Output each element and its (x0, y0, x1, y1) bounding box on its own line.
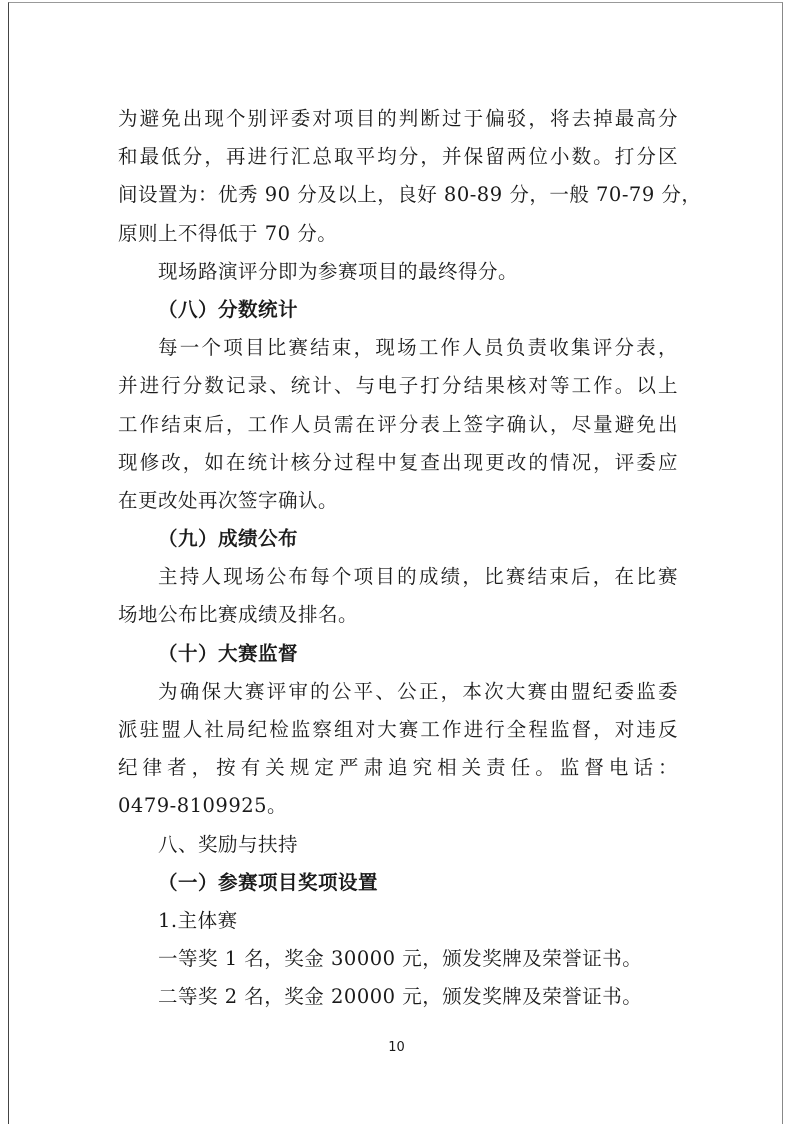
text-line: 派驻盟人社局纪检监察组对大赛工作进行全程监督，对违反 (118, 718, 678, 741)
text-line: 纪律者，按有关规定严肃追究相关责任。监督电话： (118, 756, 678, 780)
text-line: 间设置为：优秀 90 分及以上，良好 80-89 分，一般 70-79 分， (118, 183, 702, 207)
text-line: 原则上不得低于 70 分。 (118, 221, 338, 245)
section-heading-score-statistics: （八）分数统计 (158, 297, 299, 321)
text-line: 并进行分数记录、统计、与电子打分结果核对等工作。以上 (118, 374, 678, 398)
section-title-rewards: 八、奖励与扶持 (158, 832, 299, 856)
text-line: 为避免出现个别评委对项目的判断过于偏驳，将去掉最高分 (118, 107, 678, 130)
text-line: 现场路演评分即为参赛项目的最终得分。 (158, 259, 519, 283)
text-line: 场地公布比赛成绩及排名。 (118, 603, 359, 627)
list-item: 1.主体赛 (158, 908, 238, 932)
text-line: 在更改处再次签字确认。 (118, 488, 339, 512)
text-line: 和最低分，再进行汇总取平均分，并保留两位小数。打分区 (118, 145, 678, 169)
text-line: 为确保大赛评审的公平、公正，本次大赛由盟纪委监委 (158, 679, 678, 703)
section-heading-award-settings: （一）参赛项目奖项设置 (158, 870, 379, 894)
text-line: 主持人现场公布每个项目的成绩，比赛结束后，在比赛 (158, 565, 678, 589)
page-number: 10 (388, 1040, 405, 1055)
list-item: 二等奖 2 名，奖金 20000 元，颁发奖牌及荣誉证书。 (158, 985, 643, 1009)
document-body (118, 100, 702, 1017)
text-line: 每一个项目比赛结束，现场工作人员负责收集评分表， (158, 336, 678, 360)
text-line: 现修改，如在统计核分过程中复查出现更改的情况，评委应 (118, 450, 678, 474)
section-heading-results-announcement: （九）成绩公布 (158, 527, 299, 551)
text-line: 0479-8109925。 (118, 794, 288, 818)
text-line: 工作结束后，工作人员需在评分表上签字确认，尽量避免出 (118, 412, 678, 436)
list-item: 一等奖 1 名，奖金 30000 元，颁发奖牌及荣誉证书。 (158, 947, 643, 971)
section-heading-supervision: （十）大赛监督 (158, 641, 299, 665)
